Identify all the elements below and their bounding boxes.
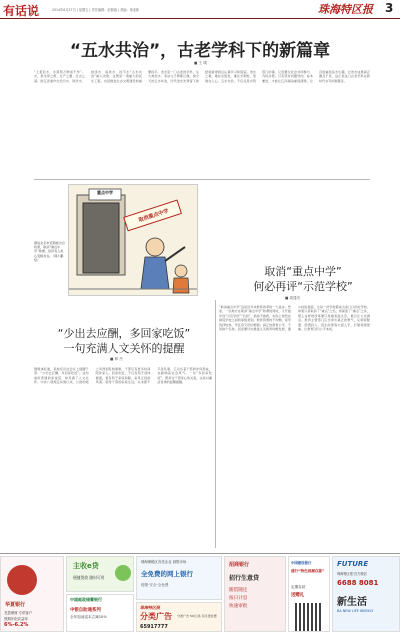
ad7-tag: 送赠礼 — [291, 593, 305, 598]
article2-byline: ■ 周蓬安 — [285, 296, 301, 300]
column-divider — [215, 300, 216, 548]
ad1-slogan: 龙盈理财 专供客户 — [4, 611, 33, 615]
ad-cmb[interactable] — [224, 556, 286, 632]
ad1-rate: 6%-6.2% — [4, 622, 29, 628]
ad8-sub: 珠海特区报·官方微信 — [337, 572, 367, 576]
ad8-brand: FUTURE — [337, 560, 369, 568]
ad-new-life-weekly[interactable] — [332, 556, 400, 632]
ad7-line: 建行“特色视频存款” — [291, 569, 325, 573]
ad-loan[interactable] — [66, 556, 134, 592]
ad3-line2: 全年加油送本立减10% — [70, 615, 107, 619]
ad5-sub: 分类广告 50元/条 包月更优惠 — [177, 614, 217, 618]
cartoon-door-label: 重点中学 — [97, 190, 113, 195]
ad1-brand: 华夏银行 — [5, 602, 26, 608]
ad-postal-bank[interactable] — [66, 594, 134, 632]
ad8-en: BA NEW LIFE WEEKLY — [337, 609, 374, 613]
ad6-title: 招行生意贷 — [229, 575, 260, 582]
ad6-l3: 快速审批 — [229, 604, 248, 609]
ad7-sub: 定期存款 — [291, 585, 306, 589]
cartoon-caption: 据说北京市近期将出台政策，取消“重点中学”称谓，但仍有人担心变相存在。（郭小鹏 绘） — [34, 241, 65, 262]
ad3-bank: 中国邮政储蓄银行 — [70, 597, 102, 602]
ad2-brand: 主收e贷 — [73, 562, 99, 570]
ad7-bank: 中国建设银行 — [291, 561, 312, 565]
ad2-globe-icon — [115, 565, 131, 581]
ad6-bank: 招商银行 — [229, 562, 250, 568]
article2-title-line2: 何必再评“示范学校” — [253, 280, 353, 293]
cartoon-illustration — [68, 184, 198, 296]
ad-classified[interactable] — [136, 602, 222, 632]
ad5-brand: 珠海特区报 — [140, 605, 160, 610]
qr-code-icon — [295, 603, 323, 631]
ad6-l2: 按日计息 — [229, 596, 248, 601]
ad3-line1: 中银自助通系列 — [70, 608, 101, 613]
newspaper-logo: 珠海特区报 — [318, 4, 373, 16]
article3-body: 据媒体报道，某地官员在会议上提醒干部：“少出去应酬，多回家吃饭”。这句看似普通的家常话，却充满了人文关怀。中央八项规定实施以来，公款吃喝之风得到有效遏制，干部们有更多时间陪伴家人。回家吃饭，不仅有利于身体健康，更有利于家庭和睦，家风正则政风清。领导干部的家庭生活，从来都不只是私事，它关系着干部的作风养成，也影响着社会风气。一句“多回家吃饭”，既是对干部身心的关爱，也是对廉洁自律的温馨提醒。 — [34, 367, 212, 385]
ad5-phone: 65917777 — [140, 624, 168, 630]
article1-title: “五水共治”，古老学科下的新篇章 — [69, 41, 331, 61]
ad5-title: 分类广告 — [140, 612, 172, 621]
ad-ccb[interactable] — [288, 556, 330, 632]
ad8-title: 新生活 — [337, 597, 367, 608]
divider — [34, 179, 370, 180]
ad6-l1: 随借随还 — [229, 588, 248, 593]
article3-title-line1: “少出去应酬，多回家吃饭” — [57, 327, 191, 340]
date-line: 2014年6月27日 | 星期五 | 责任编辑：赵修毅 | 美编：徐亚新 — [52, 8, 140, 12]
header-rule — [0, 18, 400, 19]
ad1-text: 预期年化收益率 — [4, 617, 28, 621]
article1-body: “上善若水，水善利万物而不争”。水，是生命之源、生产之要、生态之基。浙江省委作出治污水、防洪水、排涝水、保供水、抓节水“五水共治”重大决策，这既是一项重大的民生工程，也是推进生态文明建设的重要抓手。治水是一门古老的学科，从大禹治水、李冰父子修都江堰，到今天的五水共治，历代治水先贤留下的经验值得我们认真学习和借鉴。治水之难，难在系统性，难在长期性，更难在人心。五水共治，不仅仅是水利部门的事，它需要全社会共同参与、齐抓共管。只有坚持问题导向，标本兼治，才能让江河湖泊重现清澈，让百姓重拾亲水乐趣，让治水成果真正惠及于民，这正是这门古老学科在新时代书写的新篇章。 — [34, 70, 370, 83]
ad4-sub: 便捷·安全·全免费 — [141, 583, 169, 587]
cartoon-sign-text: 取消重点中学 — [137, 208, 170, 224]
article3-title-line2: 一句充满人文关怀的提醒 — [63, 342, 185, 355]
ad-online-bank[interactable] — [136, 556, 222, 600]
ad4-line: 全免费的网上银行 — [141, 570, 193, 578]
ad2-text: 便捷贷款 随时可用 — [73, 575, 105, 580]
ad-hua-xia-bank[interactable] — [0, 556, 64, 632]
ad1-logo-icon — [7, 565, 37, 595]
ad8-phone: 6688 8081 — [337, 579, 379, 587]
article2-title-line1: 取消“重点中学” — [264, 265, 342, 278]
page-number: 3 — [385, 1, 394, 15]
article3-byline: ■ 林 杰 — [110, 357, 123, 361]
ads-divider — [0, 553, 400, 554]
article1-byline: ■ 王 璞 — [194, 61, 207, 65]
ad3-top: 珠海保税区各类企业 洞察市场 — [141, 560, 187, 564]
section-title: 有话说 — [3, 4, 40, 18]
article2-body: “取消重点中学”这是近年来教育改革的一大进步。然而，一些地方在取消“重点中学”称谓的同时，又开始评选“示范学校”“名校”，换汤不换药，实际上依然在制造学校之间的等级差别。教育资源的不均衡，是导致择校热、学区房天价的根源。真正的教育公平，不是换个名称，而是要切实推进义务教育均衡发展，缩小校际差距，让每一所学校都成为家门口的好学校。如果只是取消了“重点”之名，却保留了“重点”之实，那么这样的改革便只是做表面文章，难以让公众满意。教育主管部门应当拿出真正的勇气，从师资配置、经费投入、招生政策等方面入手，打破等级壁垒，让教育回归公平本质。 — [219, 305, 370, 332]
